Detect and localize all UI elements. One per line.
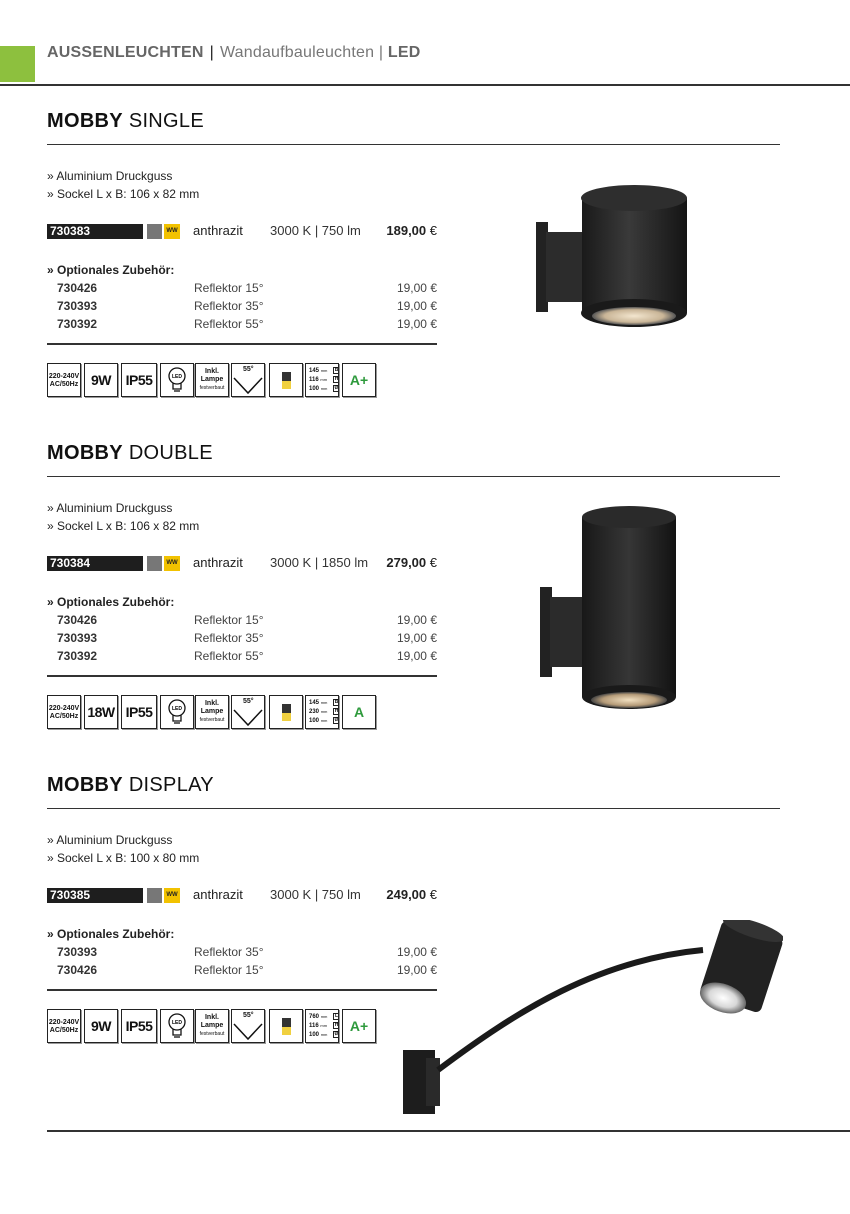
lamp-included-icon [195,1009,229,1043]
size-unit: mm [320,1023,328,1028]
light-direction-fixture [282,372,291,381]
voltage-icon [47,1009,81,1043]
led-bulb-icon [160,363,194,397]
size-letter: Ø [334,1031,339,1037]
color-name: anthrazit [193,223,243,238]
size-value: 145 [309,368,320,374]
voltage-icon [47,695,81,729]
header-subcategory: Wandaufbauleuchten [219,44,375,61]
svg-text:LED: LED [172,706,182,712]
accessory-price: 19,00 € [396,649,437,663]
accessory-row [47,943,437,961]
beam-angle-icon [231,1009,265,1043]
price-value: 279,00 [386,555,427,570]
voltage-line-2: AC/50Hz [49,381,79,388]
size-value: 100 [309,386,320,392]
beam-angle-value: 55° [243,1012,254,1019]
accessories-title: » Optionales Zubehör: [47,263,175,277]
size-letter: H [334,376,339,382]
inkl-line-2: Lampe [200,376,224,383]
sku-label: 730383 [47,224,143,239]
light-direction-fixture [282,704,291,713]
mobby-double-image [538,505,678,715]
accessory-price: 19,00 € [396,281,437,295]
dimensions-icon [305,695,339,729]
product-title [47,774,780,802]
light-direction-icon [269,363,303,397]
accessory-name: Reflektor 15° [194,613,264,627]
header-type: LED [387,44,421,61]
size-letter: Ø [334,385,339,391]
accessory-row [47,961,437,979]
sku-label: 730384 [47,556,143,571]
light-direction-beam [282,713,291,721]
size-unit: mm [320,1032,328,1037]
size-row [309,366,338,375]
size-row [309,1021,338,1030]
inkl-line-1: Inkl. [204,368,219,375]
product-title-light: SINGLE [128,110,204,132]
wattage-icon: 9W [84,1009,118,1043]
size-value: 760 [309,1014,320,1020]
product-price [386,555,437,570]
size-value: 116 [309,1023,319,1029]
voltage-line-1: 220-240V [48,1019,80,1026]
page-bottom-divider [47,1130,850,1132]
color-swatch [147,556,162,571]
energy-class-icon: A [342,695,376,729]
color-name: anthrazit [193,887,243,902]
accessory-code: 730426 [57,613,98,627]
size-unit: mm [320,1014,328,1019]
color-swatch [147,224,162,239]
sku-label: 730385 [47,888,143,903]
feature-item: » Aluminium Druckguss [47,501,173,515]
beam-angle-icon [231,363,265,397]
product-title-bold: MOBBY [47,774,123,796]
mobby-single-image [530,180,700,330]
product-price [386,223,437,238]
accessories-title: » Optionales Zubehör: [47,927,175,941]
size-row [309,1012,338,1021]
led-bulb-icon [160,695,194,729]
accessory-code: 730393 [57,631,98,645]
accessory-row [47,629,437,647]
accessory-name: Reflektor 55° [194,317,264,331]
title-divider [47,476,780,477]
category-color-tab [0,46,35,82]
product-title-bold: MOBBY [47,110,123,132]
feature-item: » Sockel L x B: 106 x 82 mm [47,187,200,201]
accessory-price: 19,00 € [396,963,437,977]
price-value: 189,00 [386,223,427,238]
svg-text:LED: LED [172,1020,182,1026]
inkl-line-3: festverbaut [199,1031,225,1037]
warm-white-badge: WW [164,888,180,903]
size-row [309,384,338,393]
light-spec: 3000 K | 750 lm [270,223,361,238]
accessory-code: 730426 [57,281,98,295]
size-unit: mm [320,386,328,391]
size-row [309,1030,338,1039]
inkl-line-3: festverbaut [199,385,225,391]
sku-row [47,887,437,905]
size-value: 100 [309,1032,320,1038]
feature-item: » Aluminium Druckguss [47,169,173,183]
accessory-name: Reflektor 35° [194,945,264,959]
price-value: 249,00 [386,887,427,902]
size-value: 145 [309,700,320,706]
product-title-light: DISPLAY [128,774,214,796]
size-row [309,375,338,384]
voltage-line-2: AC/50Hz [49,713,79,720]
accessories-title: » Optionales Zubehör: [47,595,175,609]
accessory-name: Reflektor 35° [194,631,264,645]
feature-item: » Sockel L x B: 100 x 80 mm [47,851,200,865]
accessory-price: 19,00 € [396,317,437,331]
warm-white-badge: WW [164,224,180,239]
beam-angle-value: 55° [243,698,254,705]
light-spec: 3000 K | 1850 lm [270,555,369,570]
size-row [309,707,338,716]
title-divider [47,144,780,145]
accessory-row [47,279,437,297]
light-direction-fixture [282,1018,291,1027]
ip-rating-icon: IP55 [121,363,157,397]
accessory-price: 19,00 € [396,631,437,645]
accessory-name: Reflektor 15° [194,963,264,977]
light-direction-beam [282,381,291,389]
beam-angle-icon [231,695,265,729]
accessory-price: 19,00 € [396,613,437,627]
size-letter: H [334,708,339,714]
inkl-line-2: Lampe [200,708,224,715]
accessory-row [47,315,437,333]
color-swatch [147,888,162,903]
header-category: AUSSENLEUCHTEN [47,44,204,61]
size-unit: mm [320,718,328,723]
accessory-name: Reflektor 55° [194,649,264,663]
svg-text:LED: LED [172,374,182,380]
accessories-divider [47,675,437,677]
dimensions-icon [305,363,339,397]
dimensions-icon [305,1009,339,1043]
voltage-line-2: AC/50Hz [49,1027,79,1034]
size-letter: L [334,1013,339,1019]
energy-class-icon: A+ [342,363,376,397]
accessory-code: 730392 [57,317,98,331]
header-divider [0,84,850,86]
size-unit: mm [320,377,328,382]
size-letter: B [334,699,339,705]
accessories-divider [47,989,437,991]
voltage-icon [47,363,81,397]
size-letter: B [334,367,339,373]
accessory-price: 19,00 € [396,945,437,959]
inkl-line-2: Lampe [200,1022,224,1029]
accessory-code: 730392 [57,649,98,663]
accessory-code: 730393 [57,945,98,959]
lamp-included-icon [195,695,229,729]
accessory-code: 730393 [57,299,98,313]
wattage-icon: 9W [84,363,118,397]
light-direction-icon [269,695,303,729]
warm-white-badge: WW [164,556,180,571]
ip-rating-icon: IP55 [121,1009,157,1043]
inkl-line-3: festverbaut [199,717,225,723]
light-direction-icon [269,1009,303,1043]
size-value: 116 [309,377,319,383]
spec-icons [47,363,780,401]
price-currency: € [429,223,437,238]
size-letter: H [334,1022,339,1028]
title-divider [47,808,780,809]
size-unit: mm [320,368,328,373]
product-price [386,887,437,902]
ip-rating-icon: IP55 [121,695,157,729]
size-unit: mm [320,700,328,705]
accessories-block [47,925,437,979]
mobby-display-image [398,920,783,1120]
feature-list [47,831,780,867]
wattage-icon: 18W [84,695,118,729]
size-value: 230 [309,709,320,715]
energy-class-icon: A+ [342,1009,376,1043]
accessories-block [47,261,437,333]
page-header [47,44,420,62]
light-spec: 3000 K | 750 lm [270,887,361,902]
price-currency: € [429,555,437,570]
accessory-name: Reflektor 35° [194,299,264,313]
size-value: 100 [309,718,320,724]
sku-row [47,555,437,573]
size-row [309,716,338,725]
feature-item: » Aluminium Druckguss [47,833,173,847]
accessories-block [47,593,437,665]
accessories-divider [47,343,437,345]
accessory-row [47,611,437,629]
header-separator-2: | [378,44,384,61]
led-bulb-icon [160,1009,194,1043]
price-currency: € [429,887,437,902]
accessory-price: 19,00 € [396,299,437,313]
header-separator: | [209,44,214,61]
light-direction-beam [282,1027,291,1035]
feature-item: » Sockel L x B: 106 x 82 mm [47,519,200,533]
size-unit: mm [320,709,328,714]
voltage-line-1: 220-240V [48,705,80,712]
accessory-code: 730426 [57,963,98,977]
product-title-bold: MOBBY [47,442,123,464]
accessory-name: Reflektor 15° [194,281,264,295]
product-title-light: DOUBLE [128,442,213,464]
lamp-included-icon [195,363,229,397]
voltage-line-1: 220-240V [48,373,80,380]
inkl-line-1: Inkl. [204,1014,219,1021]
product-title [47,110,780,138]
accessory-row [47,297,437,315]
beam-angle-value: 55° [243,366,254,373]
inkl-line-1: Inkl. [204,700,219,707]
sku-row [47,223,437,241]
size-row [309,698,338,707]
size-letter: Ø [334,717,339,723]
product-title [47,442,780,470]
color-name: anthrazit [193,555,243,570]
accessory-row [47,647,437,665]
